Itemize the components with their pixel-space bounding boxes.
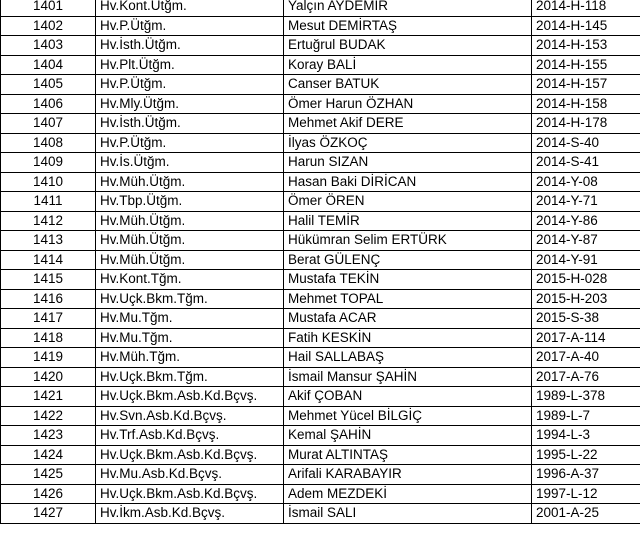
code-cell: 1997-L-12 bbox=[532, 484, 640, 504]
rank-cell: Hv.Müh.Ütğm. bbox=[96, 172, 284, 192]
code-cell: 2014-H-158 bbox=[532, 94, 640, 114]
table-row bbox=[1, 16, 640, 36]
name-cell: Murat ALTINTAŞ bbox=[284, 445, 532, 465]
code-cell: 2014-H-178 bbox=[532, 114, 640, 134]
code-cell: 2017-A-114 bbox=[532, 328, 640, 348]
code-cell: 2001-A-25 bbox=[532, 504, 640, 524]
code-cell: 2014-S-41 bbox=[532, 153, 640, 173]
name-cell: Ömer Harun ÖZHAN bbox=[284, 94, 532, 114]
code-cell: 1989-L-378 bbox=[532, 387, 640, 407]
row-number-cell: 1412 bbox=[1, 211, 96, 231]
row-number-cell: 1423 bbox=[1, 426, 96, 446]
name-cell: Mustafa TEKİN bbox=[284, 270, 532, 290]
table-row bbox=[1, 484, 640, 504]
name-cell: İsmail SALI bbox=[284, 504, 532, 524]
table-row bbox=[1, 36, 640, 56]
rank-cell: Hv.İs.Ütğm. bbox=[96, 153, 284, 173]
rank-cell: Hv.Mu.Tğm. bbox=[96, 309, 284, 329]
rank-cell: Hv.İsth.Ütğm. bbox=[96, 36, 284, 56]
name-cell: Berat GÜLENÇ bbox=[284, 250, 532, 270]
rank-cell: Hv.Mu.Asb.Kd.Bçvş. bbox=[96, 465, 284, 485]
table-row bbox=[1, 192, 640, 212]
code-cell: 2015-H-028 bbox=[532, 270, 640, 290]
code-cell: 1994-L-3 bbox=[532, 426, 640, 446]
row-number-cell: 1409 bbox=[1, 153, 96, 173]
name-cell: İlyas ÖZKOÇ bbox=[284, 133, 532, 153]
code-cell: 2014-S-40 bbox=[532, 133, 640, 153]
table-row bbox=[1, 465, 640, 485]
table-row bbox=[1, 367, 640, 387]
rank-cell: Hv.Svn.Asb.Kd.Bçvş. bbox=[96, 406, 284, 426]
name-cell: İsmail Mansur ŞAHİN bbox=[284, 367, 532, 387]
rank-cell: Hv.P.Ütğm. bbox=[96, 16, 284, 36]
name-cell: Hükümran Selim ERTÜRK bbox=[284, 231, 532, 251]
rank-cell: Hv.P.Ütğm. bbox=[96, 75, 284, 95]
name-cell: Mehmet Yücel BİLGİÇ bbox=[284, 406, 532, 426]
table-row bbox=[1, 211, 640, 231]
rank-cell: Hv.Mly.Ütğm. bbox=[96, 94, 284, 114]
table-row bbox=[1, 445, 640, 465]
rank-cell: Hv.Müh.Tğm. bbox=[96, 348, 284, 368]
name-cell: Koray BALİ bbox=[284, 55, 532, 75]
rank-cell: Hv.Uçk.Bkm.Asb.Kd.Bçvş. bbox=[96, 445, 284, 465]
table-row bbox=[1, 309, 640, 329]
code-cell: 1996-A-37 bbox=[532, 465, 640, 485]
table-row bbox=[1, 75, 640, 95]
name-cell: Adem MEZDEKİ bbox=[284, 484, 532, 504]
name-cell: Mehmet TOPAL bbox=[284, 289, 532, 309]
code-cell: 1995-L-22 bbox=[532, 445, 640, 465]
name-cell: Canser BATUK bbox=[284, 75, 532, 95]
name-cell: Mustafa ACAR bbox=[284, 309, 532, 329]
code-cell: 2015-S-38 bbox=[532, 309, 640, 329]
rank-cell: Hv.İsth.Ütğm. bbox=[96, 114, 284, 134]
row-number-cell: 1416 bbox=[1, 289, 96, 309]
rank-cell: Hv.Uçk.Bkm.Asb.Kd.Bçvş. bbox=[96, 387, 284, 407]
rank-cell: Hv.Müh.Ütğm. bbox=[96, 250, 284, 270]
rank-cell: Hv.Tbp.Ütğm. bbox=[96, 192, 284, 212]
row-number-cell: 1427 bbox=[1, 504, 96, 524]
rank-cell: Hv.Müh.Ütğm. bbox=[96, 211, 284, 231]
rank-cell: Hv.Uçk.Bkm.Asb.Kd.Bçvş. bbox=[96, 484, 284, 504]
row-number-cell: 1424 bbox=[1, 445, 96, 465]
code-cell: 2014-Y-08 bbox=[532, 172, 640, 192]
name-cell: Mehmet Akif DERE bbox=[284, 114, 532, 134]
rank-cell: Hv.İkm.Asb.Kd.Bçvş. bbox=[96, 504, 284, 524]
row-number-cell: 1420 bbox=[1, 367, 96, 387]
name-cell: Fatih KESKİN bbox=[284, 328, 532, 348]
row-number-cell: 1403 bbox=[1, 36, 96, 56]
code-cell: 2014-H-145 bbox=[532, 16, 640, 36]
row-number-cell: 1415 bbox=[1, 270, 96, 290]
rank-cell: Hv.Kont.Tğm. bbox=[96, 270, 284, 290]
table-row bbox=[1, 231, 640, 251]
code-cell: 2014-Y-87 bbox=[532, 231, 640, 251]
name-cell: Halil TEMİR bbox=[284, 211, 532, 231]
code-cell: 2014-H-153 bbox=[532, 36, 640, 56]
table-body bbox=[1, 0, 640, 523]
row-number-cell: 1419 bbox=[1, 348, 96, 368]
name-cell: Hasan Baki DİRİCAN bbox=[284, 172, 532, 192]
rank-cell: Hv.P.Ütğm. bbox=[96, 133, 284, 153]
rank-cell: Hv.Kont.Ütğm. bbox=[96, 0, 284, 16]
rank-cell: Hv.Mu.Tğm. bbox=[96, 328, 284, 348]
row-number-cell: 1414 bbox=[1, 250, 96, 270]
table-row bbox=[1, 55, 640, 75]
table-row bbox=[1, 133, 640, 153]
table-row bbox=[1, 172, 640, 192]
name-cell: Arifali KARABAYIR bbox=[284, 465, 532, 485]
row-number-cell: 1422 bbox=[1, 406, 96, 426]
row-number-cell: 1417 bbox=[1, 309, 96, 329]
code-cell: 2017-A-76 bbox=[532, 367, 640, 387]
name-cell: Ömer ÖREN bbox=[284, 192, 532, 212]
name-cell: Kemal ŞAHİN bbox=[284, 426, 532, 446]
code-cell: 2014-Y-71 bbox=[532, 192, 640, 212]
code-cell: 2014-Y-86 bbox=[532, 211, 640, 231]
code-cell: 2014-H-155 bbox=[532, 55, 640, 75]
name-cell: Harun SIZAN bbox=[284, 153, 532, 173]
table-row bbox=[1, 426, 640, 446]
rank-cell: Hv.Plt.Ütğm. bbox=[96, 55, 284, 75]
code-cell: 2015-H-203 bbox=[532, 289, 640, 309]
name-cell: Akif ÇOBAN bbox=[284, 387, 532, 407]
row-number-cell: 1402 bbox=[1, 16, 96, 36]
row-number-cell: 1418 bbox=[1, 328, 96, 348]
row-number-cell: 1407 bbox=[1, 114, 96, 134]
row-number-cell: 1405 bbox=[1, 75, 96, 95]
table-row bbox=[1, 250, 640, 270]
row-number-cell: 1401 bbox=[1, 0, 96, 16]
name-cell: Hail SALLABAŞ bbox=[284, 348, 532, 368]
code-cell: 2017-A-40 bbox=[532, 348, 640, 368]
row-number-cell: 1421 bbox=[1, 387, 96, 407]
table-row bbox=[1, 289, 640, 309]
code-cell: 2014-H-118 bbox=[532, 0, 640, 16]
table-row bbox=[1, 270, 640, 290]
code-cell: 2014-Y-91 bbox=[532, 250, 640, 270]
row-number-cell: 1425 bbox=[1, 465, 96, 485]
rank-cell: Hv.Uçk.Bkm.Tğm. bbox=[96, 367, 284, 387]
table-row bbox=[1, 504, 640, 524]
name-cell: Mesut DEMİRTAŞ bbox=[284, 16, 532, 36]
row-number-cell: 1410 bbox=[1, 172, 96, 192]
row-number-cell: 1408 bbox=[1, 133, 96, 153]
row-number-cell: 1413 bbox=[1, 231, 96, 251]
table-row bbox=[1, 328, 640, 348]
row-number-cell: 1404 bbox=[1, 55, 96, 75]
row-number-cell: 1411 bbox=[1, 192, 96, 212]
table-row bbox=[1, 114, 640, 134]
table-row bbox=[1, 387, 640, 407]
table-row bbox=[1, 406, 640, 426]
rank-cell: Hv.Müh.Ütğm. bbox=[96, 231, 284, 251]
code-cell: 1989-L-7 bbox=[532, 406, 640, 426]
row-number-cell: 1426 bbox=[1, 484, 96, 504]
rank-cell: Hv.Trf.Asb.Kd.Bçvş. bbox=[96, 426, 284, 446]
rank-cell: Hv.Uçk.Bkm.Tğm. bbox=[96, 289, 284, 309]
table-row bbox=[1, 94, 640, 114]
name-cell: Yalçın AYDEMİR bbox=[284, 0, 532, 16]
row-number-cell: 1406 bbox=[1, 94, 96, 114]
name-cell: Ertuğrul BUDAK bbox=[284, 36, 532, 56]
code-cell: 2014-H-157 bbox=[532, 75, 640, 95]
table-row bbox=[1, 348, 640, 368]
table-row bbox=[1, 153, 640, 173]
table-row bbox=[1, 0, 640, 16]
